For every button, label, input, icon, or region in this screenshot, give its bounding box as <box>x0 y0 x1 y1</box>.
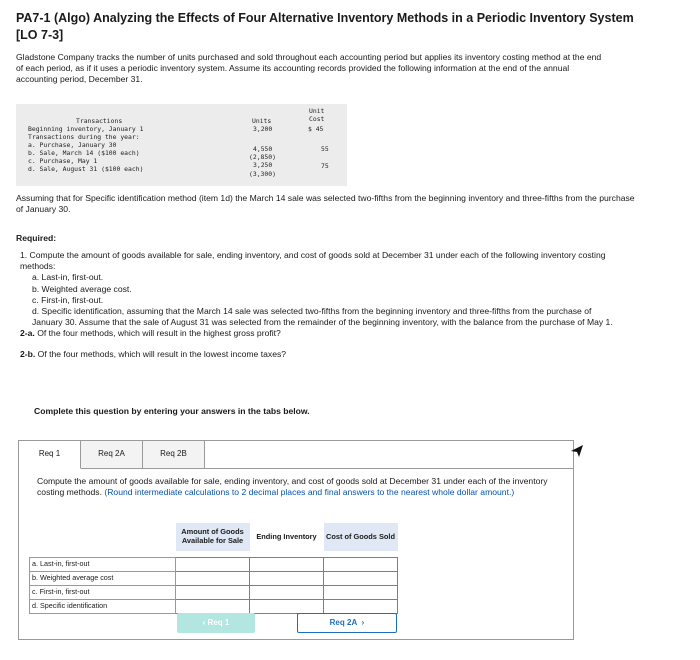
requirements-list <box>20 250 620 361</box>
table-row <box>30 599 398 613</box>
row-units: 4,550 <box>253 145 273 153</box>
specid-cogs-input[interactable] <box>324 599 398 613</box>
row-label-lifo: a. Last-in, first-out <box>30 557 176 571</box>
problem-title: PA7-1 (Algo) Analyzing the Effects of Four Alternative Inventory Methods in a Periodic Inventory System [LO 7-3] <box>16 11 634 42</box>
wavg-goods-available-input[interactable] <box>176 571 250 585</box>
row-label: Beginning inventory, January 1 <box>28 125 144 133</box>
row-label-weighted-average: b. Weighted average cost <box>30 571 176 585</box>
transactions-header: Transactions <box>76 117 123 125</box>
row-cost: 75 <box>321 162 329 170</box>
specid-ending-inventory-input[interactable] <box>250 599 324 613</box>
wavg-cogs-input[interactable] <box>324 571 398 585</box>
tab-req-2b[interactable]: Req 2B <box>143 441 205 469</box>
row-cost: 55 <box>321 145 329 153</box>
requirement-1d: d. Specific identification, assuming that the March 14 sale was selected two-fifths from the beginning inventory and three-fifths from the purchase of January 30. Assume that the sale of August 31 was selected from the remainder of the beginning inventory, with the balance from the purchase of May 1. <box>32 305 613 328</box>
row-units: (3,300) <box>249 170 276 178</box>
unit-cost-header-2: Cost <box>309 115 325 123</box>
assumption-text: Assuming that for Specific identification method (item 1d) the March 14 sale was selected two-fifths from the beginning inventory and three-fifths from the purchase of January 30. <box>16 193 635 215</box>
table-row <box>30 585 398 599</box>
prev-req-button[interactable] <box>177 613 255 633</box>
tab-divider <box>205 468 573 469</box>
row-units: (2,850) <box>249 153 276 161</box>
requirement-2b-label: 2-b. <box>20 349 36 360</box>
answer-table <box>29 523 398 614</box>
requirement-2b-text: Of the four methods, which will result in the lowest income taxes? <box>37 349 287 360</box>
panel-instruction-text: Compute the amount of goods available for sale, ending inventory, and cost of goods sold at December 31 under each of the inventory costing methods. <box>37 476 548 497</box>
mouse-pointer-icon <box>570 444 584 458</box>
row-label: c. Purchase, May 1 <box>28 157 98 165</box>
requirement-2a-text: Of the four methods, which will result in the highest gross profit? <box>37 328 281 339</box>
requirement-1c: c. First-in, first-out. <box>32 294 104 305</box>
wavg-ending-inventory-input[interactable] <box>250 571 324 585</box>
lifo-cogs-input[interactable] <box>324 557 398 571</box>
row-units: 3,250 <box>253 161 273 169</box>
header-goods-available: Amount of Goods Available for Sale <box>176 523 250 551</box>
requirement-1a: a. Last-in, first-out. <box>32 272 104 283</box>
next-req-button[interactable] <box>297 613 397 633</box>
fifo-ending-inventory-input[interactable] <box>250 585 324 599</box>
lifo-goods-available-input[interactable] <box>176 557 250 571</box>
chevron-left-icon: ‹ <box>202 617 208 627</box>
header-cogs: Cost of Goods Sold <box>324 523 398 551</box>
lifo-ending-inventory-input[interactable] <box>250 557 324 571</box>
rounding-note: (Round intermediate calculations to 2 decimal places and final answers to the nearest whole dollar amount.) <box>104 486 515 497</box>
header-ending-inventory: Ending Inventory <box>250 523 324 551</box>
prev-req-label: Req 1 <box>207 617 230 627</box>
units-header: Units <box>252 117 272 125</box>
table-row <box>30 571 398 585</box>
tab-req-1[interactable]: Req 1 <box>19 441 81 469</box>
unit-cost-header-1: Unit <box>309 107 325 115</box>
fifo-cogs-input[interactable] <box>324 585 398 599</box>
required-heading: Required: <box>16 233 57 243</box>
row-label: a. Purchase, January 30 <box>28 141 117 149</box>
row-label-fifo: c. First-in, first-out <box>30 585 176 599</box>
chevron-right-icon: › <box>357 617 365 627</box>
row-label: d. Sale, August 31 ($100 each) <box>28 165 144 173</box>
table-row <box>30 557 398 571</box>
requirement-2a <box>20 328 620 339</box>
row-label: b. Sale, March 14 ($100 each) <box>28 149 140 157</box>
requirement-2a-label: 2-a. <box>20 328 35 339</box>
tab-bar <box>19 441 205 469</box>
instruction-text: Complete this question by entering your answers in the tabs below. <box>34 406 310 416</box>
tab-req-2a[interactable]: Req 2A <box>81 441 143 469</box>
problem-intro: Gladstone Company tracks the number of units purchased and sold throughout each accounting period but applies its inventory costing method at the end of each period, as if it uses a periodic inventory system. Assume its accounting records provided the following information at the end of the annual accounting period, December 31. <box>16 52 602 85</box>
next-req-label: Req 2A <box>329 617 358 627</box>
row-label-specific-id: d. Specific identification <box>30 599 176 613</box>
answer-panel <box>18 440 574 640</box>
requirement-1b: b. Weighted average cost. <box>32 283 132 294</box>
specid-goods-available-input[interactable] <box>176 599 250 613</box>
requirement-1: 1. Compute the amount of goods available for sale, ending inventory, and cost of goods sold at December 31 under each of the following inventory costing methods: <box>20 250 606 272</box>
row-cost: $ 45 <box>308 125 324 133</box>
transactions-table <box>16 104 347 186</box>
row-units: 3,200 <box>253 125 273 133</box>
row-label: Transactions during the year: <box>28 133 140 141</box>
panel-instructions <box>37 476 562 497</box>
fifo-goods-available-input[interactable] <box>176 585 250 599</box>
requirement-2b <box>20 349 620 360</box>
